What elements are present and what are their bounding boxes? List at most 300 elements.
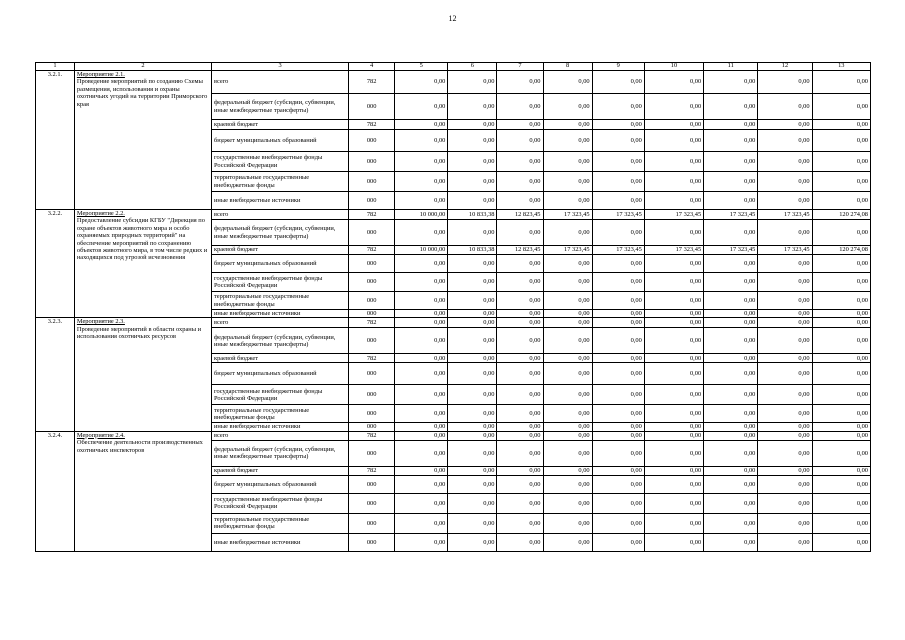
amount-cell: 0,00: [592, 71, 644, 94]
amount-cell: 0,00: [644, 354, 703, 363]
column-header: 12: [758, 63, 812, 71]
funding-source: государственные внебюджетные фонды Российской Федерации: [211, 385, 348, 405]
amount-cell: 0,00: [448, 405, 497, 423]
amount-cell: 0,00: [644, 493, 703, 513]
amount-cell: 0,00: [812, 513, 870, 533]
amount-cell: 0,00: [592, 513, 644, 533]
column-header: 6: [448, 63, 497, 71]
amount-cell: 0,00: [592, 431, 644, 440]
activity-code: 3.2.1.: [36, 71, 75, 210]
amount-cell: 10 833,38: [448, 246, 497, 255]
budget-code: 782: [349, 354, 395, 363]
amount-cell: 0,00: [448, 310, 497, 318]
budget-code: 000: [349, 363, 395, 385]
funding-source: бюджет муниципальных образований: [211, 130, 348, 152]
amount-cell: 0,00: [592, 120, 644, 130]
amount-cell: 0,00: [497, 475, 543, 493]
amount-cell: 0,00: [812, 310, 870, 318]
table-row: [36, 210, 871, 220]
amount-cell: 0,00: [497, 440, 543, 466]
amount-cell: 0,00: [395, 71, 448, 94]
amount-cell: 0,00: [543, 130, 592, 152]
amount-cell: 0,00: [812, 172, 870, 192]
amount-cell: 0,00: [704, 255, 758, 273]
budget-code: 782: [349, 71, 395, 94]
amount-cell: 0,00: [448, 94, 497, 120]
amount-cell: 0,00: [395, 172, 448, 192]
amount-cell: 0,00: [644, 328, 703, 354]
amount-cell: 0,00: [543, 466, 592, 475]
budget-table: [35, 62, 871, 552]
amount-cell: 0,00: [704, 493, 758, 513]
budget-code: 000: [349, 273, 395, 292]
amount-cell: 0,00: [812, 385, 870, 405]
amount-cell: 0,00: [704, 310, 758, 318]
budget-code: 782: [349, 466, 395, 475]
amount-cell: 0,00: [497, 493, 543, 513]
amount-cell: 0,00: [543, 292, 592, 310]
funding-source: территориальные государственные внебюджетные фонды: [211, 405, 348, 423]
funding-source: иные внебюджетные источники: [211, 192, 348, 210]
amount-cell: 0,00: [704, 475, 758, 493]
amount-cell: 17 323,45: [704, 246, 758, 255]
budget-code: 000: [349, 292, 395, 310]
amount-cell: 0,00: [497, 273, 543, 292]
funding-source: бюджет муниципальных образований: [211, 363, 348, 385]
amount-cell: 0,00: [497, 533, 543, 551]
amount-cell: 0,00: [758, 354, 812, 363]
amount-cell: 0,00: [395, 533, 448, 551]
amount-cell: 0,00: [644, 120, 703, 130]
budget-code: 000: [349, 94, 395, 120]
amount-cell: 0,00: [758, 292, 812, 310]
amount-cell: 0,00: [395, 120, 448, 130]
amount-cell: 0,00: [448, 513, 497, 533]
amount-cell: 0,00: [644, 385, 703, 405]
amount-cell: 0,00: [812, 292, 870, 310]
amount-cell: 0,00: [543, 310, 592, 318]
amount-cell: 0,00: [543, 533, 592, 551]
amount-cell: 0,00: [448, 440, 497, 466]
amount-cell: 0,00: [497, 354, 543, 363]
amount-cell: 0,00: [758, 192, 812, 210]
column-header: 7: [497, 63, 543, 71]
amount-cell: 0,00: [592, 318, 644, 328]
amount-cell: 0,00: [497, 255, 543, 273]
funding-source: федеральный бюджет (субсидии, субвенции, иные межбюджетные трансферты): [211, 328, 348, 354]
amount-cell: 0,00: [644, 273, 703, 292]
amount-cell: 0,00: [543, 120, 592, 130]
amount-cell: 0,00: [644, 220, 703, 246]
amount-cell: 120 274,08: [812, 246, 870, 255]
amount-cell: 0,00: [395, 423, 448, 431]
amount-cell: 0,00: [812, 493, 870, 513]
amount-cell: 0,00: [644, 431, 703, 440]
amount-cell: 0,00: [644, 475, 703, 493]
amount-cell: 0,00: [644, 466, 703, 475]
amount-cell: 0,00: [812, 318, 870, 328]
amount-cell: 0,00: [497, 328, 543, 354]
amount-cell: 0,00: [644, 405, 703, 423]
column-header: 11: [704, 63, 758, 71]
amount-cell: 0,00: [758, 493, 812, 513]
budget-code: 782: [349, 120, 395, 130]
funding-source: территориальные государственные внебюджетные фонды: [211, 172, 348, 192]
amount-cell: 0,00: [812, 363, 870, 385]
budget-code: 000: [349, 192, 395, 210]
activity-description: [74, 318, 211, 431]
column-header: 2: [74, 63, 211, 71]
amount-cell: 0,00: [543, 255, 592, 273]
amount-cell: 0,00: [497, 220, 543, 246]
column-header: 9: [592, 63, 644, 71]
amount-cell: 0,00: [448, 120, 497, 130]
budget-code: 000: [349, 385, 395, 405]
amount-cell: 10 000,00: [395, 210, 448, 220]
amount-cell: 0,00: [592, 363, 644, 385]
budget-code: 782: [349, 246, 395, 255]
amount-cell: 0,00: [758, 130, 812, 152]
amount-cell: 0,00: [448, 255, 497, 273]
amount-cell: 0,00: [644, 440, 703, 466]
amount-cell: 0,00: [448, 385, 497, 405]
amount-cell: 0,00: [758, 440, 812, 466]
budget-code: 000: [349, 513, 395, 533]
amount-cell: 0,00: [543, 354, 592, 363]
amount-cell: 0,00: [758, 255, 812, 273]
amount-cell: 0,00: [592, 220, 644, 246]
amount-cell: 0,00: [704, 466, 758, 475]
amount-cell: 17 323,45: [592, 210, 644, 220]
amount-cell: 0,00: [592, 493, 644, 513]
amount-cell: 0,00: [704, 423, 758, 431]
funding-source: государственные внебюджетные фонды Российской Федерации: [211, 493, 348, 513]
amount-cell: 0,00: [497, 385, 543, 405]
amount-cell: 0,00: [497, 466, 543, 475]
amount-cell: 0,00: [644, 130, 703, 152]
budget-code: 000: [349, 310, 395, 318]
budget-code: 000: [349, 493, 395, 513]
amount-cell: 0,00: [543, 513, 592, 533]
amount-cell: 0,00: [448, 152, 497, 172]
activity-text: Обеспечение деятельности производственных охотничьих инспекторов: [76, 439, 203, 454]
amount-cell: 0,00: [395, 354, 448, 363]
amount-cell: 0,00: [448, 533, 497, 551]
amount-cell: 0,00: [592, 328, 644, 354]
amount-cell: 17 323,45: [644, 246, 703, 255]
amount-cell: 0,00: [448, 423, 497, 431]
amount-cell: 0,00: [704, 405, 758, 423]
page-number: 12: [448, 14, 457, 23]
amount-cell: 0,00: [543, 440, 592, 466]
amount-cell: 0,00: [704, 130, 758, 152]
activity-text: Проведение мероприятий по созданию Схемы размещения, использования и охраны охотничьих угодий на территории Приморского края: [76, 78, 208, 108]
amount-cell: 0,00: [812, 475, 870, 493]
amount-cell: 0,00: [592, 192, 644, 210]
amount-cell: 0,00: [812, 405, 870, 423]
amount-cell: 0,00: [592, 255, 644, 273]
amount-cell: 0,00: [543, 328, 592, 354]
activity-code: 3.2.4.: [36, 431, 75, 551]
amount-cell: 0,00: [497, 94, 543, 120]
amount-cell: 0,00: [704, 292, 758, 310]
table-row: [36, 318, 871, 328]
amount-cell: 0,00: [497, 318, 543, 328]
amount-cell: 0,00: [448, 292, 497, 310]
amount-cell: 0,00: [497, 310, 543, 318]
amount-cell: 0,00: [395, 475, 448, 493]
amount-cell: 0,00: [448, 475, 497, 493]
budget-code: 000: [349, 440, 395, 466]
budget-code: 782: [349, 210, 395, 220]
amount-cell: 0,00: [543, 152, 592, 172]
funding-source: государственные внебюджетные фонды Российской Федерации: [211, 152, 348, 172]
amount-cell: 0,00: [704, 431, 758, 440]
amount-cell: 0,00: [812, 130, 870, 152]
funding-source: всего: [211, 431, 348, 440]
amount-cell: 0,00: [497, 513, 543, 533]
budget-code: 000: [349, 152, 395, 172]
amount-cell: 0,00: [497, 120, 543, 130]
amount-cell: 0,00: [812, 273, 870, 292]
amount-cell: 0,00: [497, 71, 543, 94]
amount-cell: 0,00: [812, 423, 870, 431]
amount-cell: 10 000,00: [395, 246, 448, 255]
amount-cell: 17 323,45: [543, 210, 592, 220]
amount-cell: 120 274,08: [812, 210, 870, 220]
amount-cell: 0,00: [497, 363, 543, 385]
amount-cell: 0,00: [448, 328, 497, 354]
amount-cell: 0,00: [543, 273, 592, 292]
amount-cell: 0,00: [448, 130, 497, 152]
column-header: 10: [644, 63, 703, 71]
amount-cell: 17 323,45: [758, 246, 812, 255]
amount-cell: 0,00: [448, 354, 497, 363]
budget-code: 000: [349, 172, 395, 192]
amount-cell: 0,00: [592, 440, 644, 466]
funding-source: территориальные государственные внебюджетные фонды: [211, 513, 348, 533]
budget-code: 000: [349, 328, 395, 354]
amount-cell: 0,00: [592, 385, 644, 405]
amount-cell: 0,00: [758, 71, 812, 94]
amount-cell: 12 823,45: [497, 246, 543, 255]
amount-cell: 0,00: [758, 423, 812, 431]
amount-cell: 0,00: [644, 192, 703, 210]
budget-code: 000: [349, 255, 395, 273]
funding-source: федеральный бюджет (субсидии, субвенции, иные межбюджетные трансферты): [211, 220, 348, 246]
budget-code: 782: [349, 318, 395, 328]
amount-cell: 0,00: [704, 273, 758, 292]
amount-cell: 0,00: [497, 423, 543, 431]
amount-cell: 0,00: [543, 475, 592, 493]
funding-source: государственные внебюджетные фонды Российской Федерации: [211, 273, 348, 292]
amount-cell: 0,00: [812, 71, 870, 94]
amount-cell: 0,00: [758, 318, 812, 328]
amount-cell: 12 823,45: [497, 210, 543, 220]
activity-text: Предоставление субсидии КГБУ "Дирекция по охране объектов животного мира и особо охраняемых природных территорий" на обеспечение мероприятий по сохранению объектов животного мира, в том числе редких и находящихся под угрозой исчезновения: [76, 217, 208, 262]
amount-cell: 0,00: [497, 192, 543, 210]
amount-cell: 0,00: [543, 318, 592, 328]
funding-source: федеральный бюджет (субсидии, субвенции, иные межбюджетные трансферты): [211, 440, 348, 466]
amount-cell: 0,00: [592, 423, 644, 431]
amount-cell: 0,00: [395, 220, 448, 246]
amount-cell: 0,00: [543, 385, 592, 405]
amount-cell: 0,00: [592, 292, 644, 310]
amount-cell: 0,00: [395, 273, 448, 292]
funding-source: территориальные государственные внебюджетные фонды: [211, 292, 348, 310]
budget-code: 000: [349, 533, 395, 551]
amount-cell: 0,00: [704, 152, 758, 172]
amount-cell: 0,00: [812, 440, 870, 466]
amount-cell: 0,00: [704, 533, 758, 551]
funding-source: всего: [211, 210, 348, 220]
amount-cell: 0,00: [395, 292, 448, 310]
amount-cell: 0,00: [704, 192, 758, 210]
amount-cell: 0,00: [758, 513, 812, 533]
amount-cell: 0,00: [758, 310, 812, 318]
amount-cell: 0,00: [543, 220, 592, 246]
amount-cell: 0,00: [543, 363, 592, 385]
amount-cell: 0,00: [395, 440, 448, 466]
amount-cell: 0,00: [395, 385, 448, 405]
amount-cell: 0,00: [448, 363, 497, 385]
amount-cell: 0,00: [704, 172, 758, 192]
amount-cell: 0,00: [448, 318, 497, 328]
amount-cell: 0,00: [758, 385, 812, 405]
amount-cell: 17 323,45: [644, 210, 703, 220]
activity-description: [74, 431, 211, 551]
funding-source: бюджет муниципальных образований: [211, 475, 348, 493]
amount-cell: 0,00: [812, 94, 870, 120]
activity-title: Мероприятие 2.3.: [76, 318, 125, 326]
amount-cell: 0,00: [543, 423, 592, 431]
amount-cell: 0,00: [543, 405, 592, 423]
activity-title: Мероприятие 2.1.: [76, 71, 125, 78]
funding-source: всего: [211, 318, 348, 328]
amount-cell: 0,00: [644, 94, 703, 120]
funding-source: краевой бюджет: [211, 354, 348, 363]
amount-cell: 0,00: [395, 130, 448, 152]
amount-cell: 0,00: [395, 152, 448, 172]
amount-cell: 17 323,45: [704, 210, 758, 220]
table-row: [36, 71, 871, 94]
amount-cell: 0,00: [758, 431, 812, 440]
amount-cell: 0,00: [704, 220, 758, 246]
activity-code: 3.2.2.: [36, 210, 75, 318]
activity-description: [74, 210, 211, 318]
funding-source: иные внебюджетные источники: [211, 533, 348, 551]
budget-code: 000: [349, 475, 395, 493]
amount-cell: 0,00: [758, 466, 812, 475]
amount-cell: 0,00: [758, 273, 812, 292]
amount-cell: 0,00: [758, 220, 812, 246]
amount-cell: 0,00: [395, 94, 448, 120]
amount-cell: 0,00: [644, 255, 703, 273]
budget-code: 000: [349, 423, 395, 431]
amount-cell: 0,00: [497, 172, 543, 192]
amount-cell: 0,00: [395, 192, 448, 210]
amount-cell: 0,00: [497, 152, 543, 172]
amount-cell: 0,00: [395, 493, 448, 513]
amount-cell: 17 323,45: [592, 246, 644, 255]
amount-cell: 0,00: [758, 363, 812, 385]
amount-cell: 0,00: [812, 354, 870, 363]
amount-cell: 0,00: [592, 354, 644, 363]
amount-cell: 0,00: [497, 431, 543, 440]
amount-cell: 0,00: [395, 255, 448, 273]
activity-description: [74, 71, 211, 210]
funding-source: иные внебюджетные источники: [211, 423, 348, 431]
funding-source: бюджет муниципальных образований: [211, 255, 348, 273]
amount-cell: 0,00: [395, 318, 448, 328]
amount-cell: 0,00: [448, 431, 497, 440]
funding-source: федеральный бюджет (субсидии, субвенции, иные межбюджетные трансферты): [211, 94, 348, 120]
amount-cell: 0,00: [448, 220, 497, 246]
amount-cell: 0,00: [644, 423, 703, 431]
amount-cell: 0,00: [644, 152, 703, 172]
amount-cell: 0,00: [812, 328, 870, 354]
amount-cell: 0,00: [644, 292, 703, 310]
amount-cell: 0,00: [704, 354, 758, 363]
amount-cell: 0,00: [704, 385, 758, 405]
amount-cell: 0,00: [497, 292, 543, 310]
amount-cell: 0,00: [497, 130, 543, 152]
amount-cell: 0,00: [448, 273, 497, 292]
amount-cell: 0,00: [395, 310, 448, 318]
funding-source: всего: [211, 71, 348, 94]
amount-cell: 0,00: [812, 533, 870, 551]
amount-cell: 0,00: [395, 513, 448, 533]
column-header: 3: [211, 63, 348, 71]
amount-cell: 0,00: [812, 255, 870, 273]
amount-cell: 0,00: [395, 431, 448, 440]
amount-cell: 0,00: [644, 318, 703, 328]
amount-cell: 0,00: [543, 71, 592, 94]
amount-cell: 0,00: [758, 152, 812, 172]
amount-cell: 0,00: [395, 328, 448, 354]
amount-cell: 0,00: [704, 328, 758, 354]
column-header: 1: [36, 63, 75, 71]
amount-cell: 17 323,45: [758, 210, 812, 220]
amount-cell: 0,00: [812, 431, 870, 440]
amount-cell: 0,00: [644, 363, 703, 385]
activity-title: Мероприятие 2.2.: [76, 210, 125, 217]
amount-cell: 0,00: [644, 310, 703, 318]
amount-cell: 0,00: [543, 192, 592, 210]
amount-cell: 0,00: [644, 513, 703, 533]
table-row: [36, 431, 871, 440]
amount-cell: 0,00: [592, 172, 644, 192]
column-header: 13: [812, 63, 870, 71]
amount-cell: 17 323,45: [543, 246, 592, 255]
amount-cell: 0,00: [448, 466, 497, 475]
funding-source: краевой бюджет: [211, 466, 348, 475]
amount-cell: 0,00: [704, 94, 758, 120]
amount-cell: 0,00: [592, 152, 644, 172]
amount-cell: 0,00: [448, 71, 497, 94]
amount-cell: 0,00: [704, 71, 758, 94]
amount-cell: 0,00: [758, 328, 812, 354]
amount-cell: 0,00: [592, 466, 644, 475]
budget-code: 000: [349, 130, 395, 152]
amount-cell: 0,00: [812, 220, 870, 246]
column-header: 4: [349, 63, 395, 71]
amount-cell: 0,00: [812, 192, 870, 210]
amount-cell: 0,00: [592, 533, 644, 551]
amount-cell: 0,00: [644, 172, 703, 192]
column-header: 8: [543, 63, 592, 71]
column-header: 5: [395, 63, 448, 71]
